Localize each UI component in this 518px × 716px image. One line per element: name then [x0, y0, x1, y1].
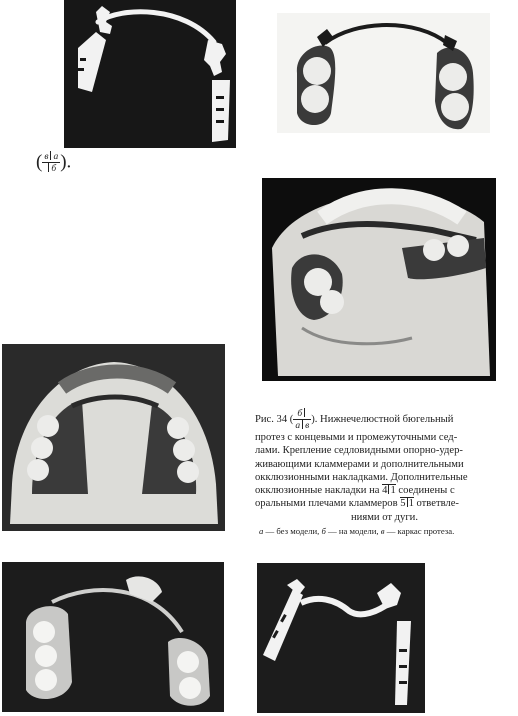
photo-framework-top	[64, 0, 236, 148]
photo-prosthesis-bottom	[2, 562, 224, 712]
caption-line-5: окклюзионными накладками. Дополнительные	[255, 471, 468, 483]
caption-notes: а — без модели, б — на модели, в — каркас протеза.	[259, 526, 455, 537]
model-figure	[262, 178, 496, 381]
figure-caption	[255, 408, 514, 537]
photo-prosthesis-on-model-angled	[262, 178, 496, 381]
caption-line-8: ниями от дуги.	[350, 511, 419, 523]
caption-line-7: оральными плечами кламмеров 5 1 ответвле-	[255, 498, 459, 510]
model-front-figure	[2, 344, 225, 531]
framework-figure	[64, 0, 236, 148]
framework-bottom-figure	[257, 563, 425, 713]
caption-line-4: живающими кламмерами и дополнительными	[255, 458, 464, 470]
ref-den: б	[51, 164, 57, 174]
prosthesis-bottom-figure	[2, 562, 224, 712]
caption-line-3: лами. Крепление седловидными опорно-удер-	[255, 445, 463, 457]
caption-title: . Нижнечелюстной бюгельный	[314, 413, 454, 425]
figure-reference	[36, 151, 71, 174]
ref-num-left: в	[44, 152, 49, 162]
teeth-formula-5-1: 5 1	[400, 498, 414, 510]
caption-frac-den-right: в	[305, 421, 310, 431]
caption-line-6: окклюзионные накладки на 4 1 соединены с	[255, 485, 455, 497]
caption-prefix: Рис. 34	[255, 413, 288, 425]
prosthesis-figure	[277, 13, 490, 133]
open-paren: (	[36, 151, 43, 173]
caption-fraction	[293, 408, 311, 431]
photo-prosthesis-on-model-front	[2, 344, 225, 531]
caption-line-1: Рис. 34 ( $\frac{б}{\text{а в}}$ ). Нижнечелюстной бюгельный	[255, 409, 454, 431]
close-paren: ).	[60, 151, 72, 173]
caption-line-2: протез с концевыми и промежуточными сед-	[255, 432, 458, 443]
caption-frac-num: б	[297, 409, 303, 419]
photo-prosthesis-without-model	[277, 13, 490, 133]
reference-fraction	[42, 151, 60, 174]
ref-num-right: а	[53, 152, 59, 162]
teeth-formula-4-1: 4 1	[382, 485, 396, 497]
photo-framework-bottom	[257, 563, 425, 713]
caption-frac-den-left: а	[295, 421, 301, 431]
